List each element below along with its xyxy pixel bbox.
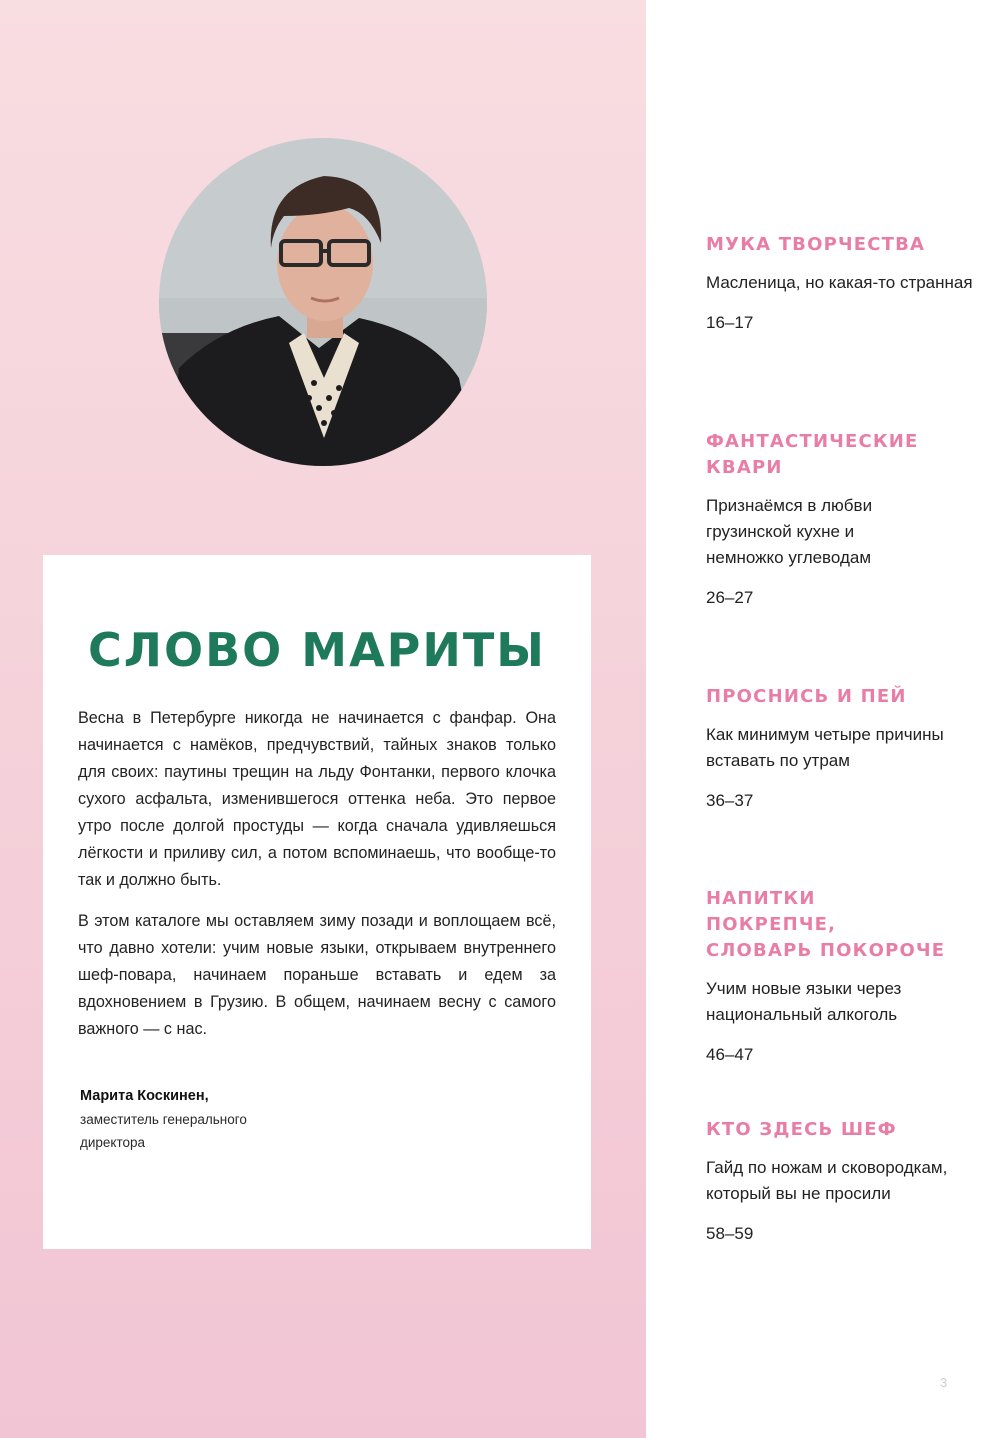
toc-item-description: Как минимум четыре причины вставать по утрам <box>706 725 944 770</box>
toc-item-pages[interactable]: 58–59 <box>706 1224 754 1243</box>
toc-item-description: Гайд по ножам и сковородкам, который вы не просили <box>706 1158 948 1203</box>
editorial-letter-box <box>43 555 591 1249</box>
signature-block <box>80 1085 380 1154</box>
toc-item-description: Масленица, но какая-то странная <box>706 273 973 292</box>
toc-item-description: Учим новые языки через национальный алкоголь <box>706 979 902 1024</box>
toc-item-pages[interactable]: 46–47 <box>706 1045 754 1064</box>
toc-item-title[interactable]: ФАНТАСТИЧЕСКИЕ КВАРИ <box>706 431 919 478</box>
author-portrait-photo <box>159 138 487 466</box>
toc-item-title[interactable]: КТО ЗДЕСЬ ШЕФ <box>706 1119 897 1140</box>
editorial-paragraph: В этом каталоге мы оставляем зиму позади и воплощаем всё, что давно хотели: учим новые языки, открываем внутреннего шеф-повара, начинаем пораньше вставать и едем за вдохновением в Грузию. В общем, начинаем весну с самого важного — с нас. <box>78 912 556 1038</box>
toc-item[interactable] <box>706 886 976 1068</box>
portrait-illustration <box>159 138 487 466</box>
signature-role-continued: директора <box>80 1135 146 1150</box>
toc-item-description: Признаёмся в любви грузинской кухне и немножко углеводам <box>706 496 873 567</box>
editorial-paragraph: Весна в Петербурге никогда не начинается с фанфар. Она начинается с намёков, предчувствий, тайных знаков только для своих: паутины трещин на льду Фонтанки, первого клочка сухого асфальта, изменившегося оттенка неба. Это первое утро после долгой простуды — когда сначала удивляешься лёгкости и приливу сил, а потом вспоминаешь, что вообще-то так и должно быть. <box>78 709 556 889</box>
toc-item-title[interactable]: НАПИТКИ ПОКРЕПЧЕ, СЛОВАРЬ ПОКОРОЧЕ <box>706 888 946 961</box>
toc-item[interactable] <box>706 1117 976 1247</box>
toc-item[interactable] <box>706 232 976 336</box>
toc-item-pages[interactable]: 36–37 <box>706 791 754 810</box>
toc-item-pages[interactable]: 26–27 <box>706 588 754 607</box>
toc-item[interactable] <box>706 684 976 814</box>
toc-item-pages[interactable]: 16–17 <box>706 313 754 332</box>
signature-name: Марита Коскинен, <box>80 1088 209 1104</box>
editorial-title: СЛОВО МАРИТЫ <box>88 623 546 677</box>
signature-role: заместитель генерального <box>80 1112 247 1127</box>
toc-item[interactable] <box>706 429 976 611</box>
editorial-body <box>78 705 556 1057</box>
toc-item-title[interactable]: МУКА ТВОРЧЕСТВА <box>706 234 926 255</box>
toc-item-title[interactable]: ПРОСНИСЬ И ПЕЙ <box>706 686 907 707</box>
page-number: 3 <box>940 1375 948 1390</box>
